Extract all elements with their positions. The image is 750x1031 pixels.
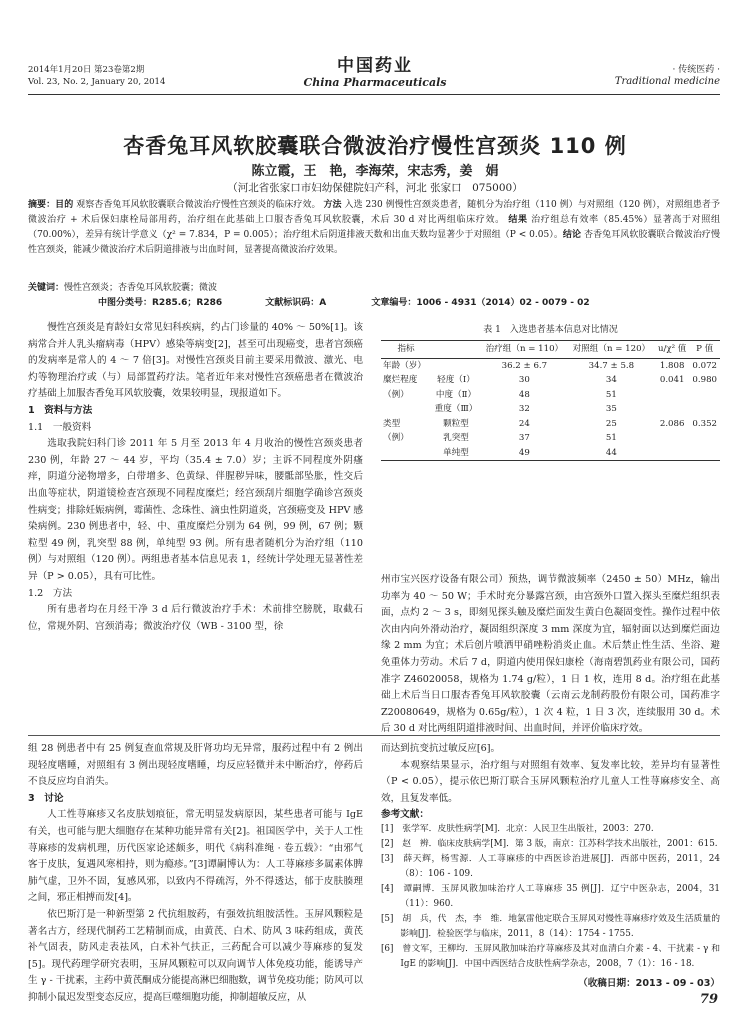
- table-1-cell: [655, 446, 690, 461]
- reference-item: [1] 张学军．皮肤性病学[M]．北京：人民卫生出版社，2003：270.: [381, 824, 654, 835]
- reference-item: [2] 赵 辨．临床皮肤病学[M]．第 3 版，南京：江苏科学技术出版社，2001：615.: [381, 839, 718, 850]
- table-1-cell: 49: [481, 446, 568, 461]
- table-1-cell: [431, 358, 481, 373]
- method-label: 方法: [323, 200, 342, 210]
- reference-item: [5] 胡 兵，代 杰，李 维．地氯雷他定联合玉屏风对慢性荨麻疹疗效及生活质量的影响[J]．检验医学与临床，2011，8（14）：1754 - 1755.: [381, 914, 720, 940]
- header-rule: [28, 94, 720, 95]
- journal-logo: [300, 56, 450, 89]
- body-column-upper-right: [381, 572, 720, 738]
- table-1-cell: [381, 402, 431, 417]
- article-number: 文章编号：1006 - 4931（2014）02 - 0079 - 02: [371, 298, 590, 308]
- received-date: （收稿日期：2013 - 09 - 03）: [578, 978, 720, 990]
- keywords-label: 关键词：: [28, 283, 65, 293]
- issue-volume: Vol. 23, No. 2, January 20, 2014: [28, 77, 166, 87]
- discussion-paragraph-1: 人工性荨麻疹又名皮肤划痕征，常无明显发病原因，某些患者可能与 IgE 有关，也可能与肥大细胞存在某种功能异常有关[2]。祖国医学中，关于人工性荨麻疹的发病机理，历代医家论述颇多，明代《病科准绳 · 卷五载》：“由邪气客于皮肤，复遇风寒相持，则为瘾疹。”[3]谭嗣博认为：人工荨麻疹多属素体脾肺气虚，卫外不固，复感风邪，以致内不得疏泻，外不得透达，郁于皮肤腠理之间，邪正相搏而发[4]。: [28, 809, 363, 904]
- safety-paragraph: 组 28 例患者中有 25 例复查血常规及肝肾功均无异常，服药过程中有 2 例出现轻度嗜睡，对照组有 3 例出现轻度嗜睡，均反应轻微并未中断治疗，停药后不良反应均自消失。: [28, 743, 363, 788]
- table-1: [381, 340, 720, 461]
- body-column-lower-right: [381, 741, 720, 993]
- table-1-header-cell: 对照组（n = 120）: [568, 341, 655, 359]
- table-1-cell: 44: [568, 446, 655, 461]
- table-1-cell: （例）: [383, 433, 409, 443]
- table-1-cell: 0.072: [692, 360, 718, 371]
- table-1-cell: 0.352: [692, 418, 718, 429]
- reference-item: [6] 曾文军，王柳均．玉屏风散加味治疗荨麻疹及其对血清白介素 - 4、干扰素 - γ 和 IgE 的影响[J]．中国中西医结合皮肤性病学杂志，2008，7（1）：16 - 18.: [381, 944, 720, 970]
- table-1-cell: 乳突型: [443, 433, 469, 443]
- table-1-row: [381, 402, 720, 417]
- reference-item: [3] 薛天辉，杨雪源．人工荨麻疹的中西医诊治进展[J]．西部中医药，2011，24（8）：106 - 109.: [381, 854, 720, 880]
- table-1-title: 表 1 入选患者基本信息对比情况: [483, 325, 618, 335]
- method-paragraph: 所有患者均在月经干净 3 d 后行微波治疗手术：术前排空膀胱，取截石位，常规外阴、宫颈消毒；微波治疗仪（WB - 3100 型，徐: [28, 604, 363, 632]
- intro-paragraph: 慢性宫颈炎是育龄妇女常见妇科疾病，约占门诊量的 40% ～ 50%[1]。该病常合并人乳头瘤病毒（HPV）感染等病变[2]，甚至可出现癌变，患者宫颈癌的发病率是常人的 4 ～ 7 倍[3]。对慢性宫颈炎目前主要采用微波、激光、电灼等物理治疗或（与）局部置药疗法。笔者近年来对慢性宫颈癌患者在微波治疗基础上加服杏香兔耳风软胶囊，效果较明显，现报道如下。: [28, 322, 363, 400]
- table-1-cell: 30: [518, 375, 530, 385]
- table-1-cell: 34.7 ± 5.8: [588, 360, 635, 371]
- table-1-cell: 37: [518, 433, 530, 443]
- table-1-cell: [655, 402, 690, 417]
- issue-date: 2014年1月20日 第23卷第2期: [28, 65, 145, 75]
- result-text: 治疗组总有效率（85.45%）显著高于对照组（70.00%），差异有统计学意义（χ² = 7.834，P = 0.005）；治疗组术后阴道排液天数和出血天数均显著少于对照组（P < 0.05）。: [28, 215, 720, 240]
- table-1-cell: 35: [605, 404, 617, 414]
- table-1-cell: 轻度（Ⅰ）: [437, 375, 475, 385]
- table-1-header-cell: 指标: [381, 341, 431, 359]
- clc-number: 中图分类号：R285.6；R286: [98, 298, 223, 308]
- result-label: 结果: [508, 215, 528, 225]
- table-1-cell: 颗粒型: [443, 418, 469, 429]
- objective-text: 观察杏香兔耳风软胶囊联合微波治疗慢性宫颈炎的临床疗效。: [76, 200, 321, 210]
- table-1-cell: [689, 402, 720, 417]
- discussion-continued: 而达到抗变抗过敏反应[6]。: [381, 743, 501, 754]
- classification-line: [28, 296, 720, 310]
- conclusion-text: 杏香兔耳风软胶囊联合微波治疗慢性宫颈炎，能减少微波治疗术后阴道排液与出血时间，显著提高微波治疗效果。: [28, 230, 720, 255]
- table-1-cell: 34: [605, 375, 617, 385]
- references: [381, 807, 720, 972]
- conclusion-label: 结论: [562, 230, 582, 240]
- abstract: [28, 198, 720, 258]
- table-1-row: [381, 417, 720, 432]
- body-column-lower-left: [28, 741, 363, 1007]
- page-number: 79: [699, 992, 718, 1007]
- table-1-header-cell: u/χ² 值: [655, 341, 690, 359]
- article-affiliation: （河北省张家口市妇幼保健院妇产科，河北 张家口 075000）: [227, 182, 523, 194]
- table-1-cell: 单纯型: [431, 446, 481, 461]
- table-1-cell: 51: [605, 433, 617, 443]
- method-paragraph-continued: 州市宝兴医疗设备有限公司）预热，调节微波频率（2450 ± 50）MHz，输出功率为 40 ～ 50 W；手术时充分暴露宫颈，由宫颈外口置入探头至糜烂组织表面，点灼 2 ～ 3 s，即刻见探头触及糜烂面发生黄白色凝固变性。操作过程中依次由内向外滑动治疗，凝固组织深度 3 mm 深度为宜，辐射面以达到糜烂面边缘 2 mm 为宜；术后创片喷洒甲硝唑粉消炎止血。术后禁止性生活、坐浴、避免重体力劳动。术后 7 d，阴道内使用保妇康栓（海南碧凯药业有限公司，国药准字 Z46020058，规格为 1.74 g/粒），1 日 1 枚，连用 8 d。治疗组在此基础上术后当日口服杏香兔耳风软胶囊（云南云龙制药股份有限公司，国药准字 Z20080649，规格为 0.65g/粒），1 次 4 粒，1 日 3 次，连续服用 30 d。术后 30 d 对比两组阴道排液时间、出血时间，并评价临床疗效。: [381, 574, 720, 735]
- subsection-heading-1-2: 1.2 方法: [28, 587, 73, 599]
- subsection-heading-1-1: 1.1 一般资料: [28, 421, 92, 433]
- discussion-paragraph-2: 依巴斯汀是一种新型第 2 代抗组胺药，有强效抗组胺活性。玉屏风颗粒是著名古方，经现代制药工艺精制而成，由黄芪、白术、防风 3 味药组成，黄芪补气固表，防风走表祛风，白术补气扶正，三药配合可以减少荨麻疹的复发[5]。现代药理学研究表明，玉屏风颗粒可以双向调节人体免疫功能，能诱导产生 γ - 干扰素，主药中黄芪酮成分能提高淋巴细胞数，调节免疫功能；防风可以抑制小鼠迟发型变态反应，提高巨噬细胞功能，抑制超敏反应，从: [28, 908, 363, 1003]
- table-1-cell: （例）: [383, 389, 409, 400]
- table-1-cell: 36.2 ± 6.7: [501, 360, 548, 371]
- table-1-cell: 25: [605, 418, 617, 429]
- journal-name-en: China Pharmaceuticals: [303, 76, 447, 89]
- running-header-left: [28, 64, 165, 88]
- table-1-cell: [689, 431, 720, 446]
- objective-label: 目的: [55, 200, 74, 210]
- table-1-cell: 1.808: [659, 360, 685, 371]
- table-1-row: [381, 388, 720, 403]
- table-1-cell: 糜烂程度: [383, 375, 418, 385]
- table-1-cell: [655, 431, 690, 446]
- table-1-cell: [655, 388, 690, 403]
- table-1-header-cell: P 值: [689, 341, 720, 359]
- table-1-row: [381, 431, 720, 446]
- section-heading-1: 1 资料与方法: [28, 404, 93, 416]
- article-divider: [28, 735, 720, 736]
- section-name-en: Traditional medicine: [614, 76, 720, 87]
- table-1-cell: 48: [518, 389, 530, 400]
- table-1-cell: 0.041: [659, 375, 685, 385]
- journal-name-cn: 中国药业: [337, 56, 413, 76]
- table-1-header-cell: [431, 341, 481, 359]
- running-header-right: [615, 64, 720, 88]
- table-1-cell: [689, 388, 720, 403]
- table-1-cell: 重度（Ⅲ）: [434, 404, 478, 414]
- method-text: 入选 230 例慢性宫颈炎患者，随机分为治疗组（110 例）与对照组（120 例），对照组患者予微波治疗 + 术后保妇康栓局部用药，治疗组在此基础上口服杏香兔耳风软胶囊，术后 30 d 对比两组临床疗效。: [28, 200, 720, 225]
- conclusion-paragraph: 本观察结果显示，治疗组与对照组有效率、复发率比较，差异均有显著性（P < 0.05），提示依巴斯汀联合玉屏风颗粒治疗儿童人工性荨麻疹安全、高效，且复发率低。: [381, 759, 720, 804]
- body-column-upper-left: [28, 320, 363, 635]
- table-1-cell: [689, 446, 720, 461]
- reference-item: [4] 谭嗣博．玉屏风散加味治疗人工荨麻疹 35 例[J]．辽宁中医杂志，2004，31（11）：960.: [381, 884, 720, 910]
- table-1-cell: [381, 446, 431, 461]
- table-1-cell: 年龄（岁）: [383, 360, 426, 371]
- keywords: [28, 281, 720, 296]
- general-data-paragraph: 选取我院妇科门诊 2011 年 5 月至 2013 年 4 月收治的慢性宫颈炎患者 230 例，年龄 27 ～ 44 岁，平均（35.4 ± 7.0）岁；主诉不同程度外阴瘙痒，阴道分泌物增多，白带增多、色黄绿、伴腥秽异味，腰骶部坠胀，性交后出血等症状，阴道镜检查宫颈现不同程度糜烂；经宫颈刮片细胞学确诊宫颈炎性病变；排除妊娠病例，霉菌性、念珠性、滴虫性阴道炎，宫颈癌变及 HPV 感染病例。230 例患者中，轻、中、重度糜烂分别为 64 例，99 例，67 例；颗粒型 49 例，乳突型 88 例，单纯型 93 例。所有患者随机分为治疗组（110 例）与对照组（120 例）。两组患者基本信息见表 1，经统计学处理无显著性差异（P > 0.05），具有可比性。: [28, 438, 363, 582]
- abstract-label: 摘要：: [28, 200, 56, 210]
- table-1-cell: 0.980: [692, 375, 718, 385]
- table-1-cell: 类型: [383, 418, 401, 429]
- table-1-cell: 2.086: [659, 418, 685, 429]
- table-1-cell: 24: [518, 418, 530, 429]
- keywords-text: 慢性宫颈炎；杏香兔耳风软胶囊；微波: [64, 283, 218, 293]
- article-title: 杏香兔耳风软胶囊联合微波治疗慢性宫颈炎 110 例: [123, 134, 627, 158]
- table-1-header-cell: 治疗组（n = 110）: [481, 341, 568, 359]
- table-1-row: [381, 373, 720, 388]
- section-heading-3: 3 讨论: [28, 792, 64, 804]
- article-authors: 陈立霞，王 艳，李海荣，宋志秀，姜 娟: [251, 164, 499, 179]
- references-heading: 参考文献：: [381, 809, 429, 821]
- section-name-cn: · 传统医药 ·: [672, 65, 720, 75]
- table-1-cell: 中度（Ⅱ）: [435, 389, 477, 400]
- table-1-cell: 51: [605, 389, 617, 400]
- document-code: 文献标识码：A: [265, 298, 327, 308]
- table-1-cell: 32: [518, 404, 530, 414]
- table-1-row: [381, 446, 720, 461]
- table-1-row: [381, 358, 720, 373]
